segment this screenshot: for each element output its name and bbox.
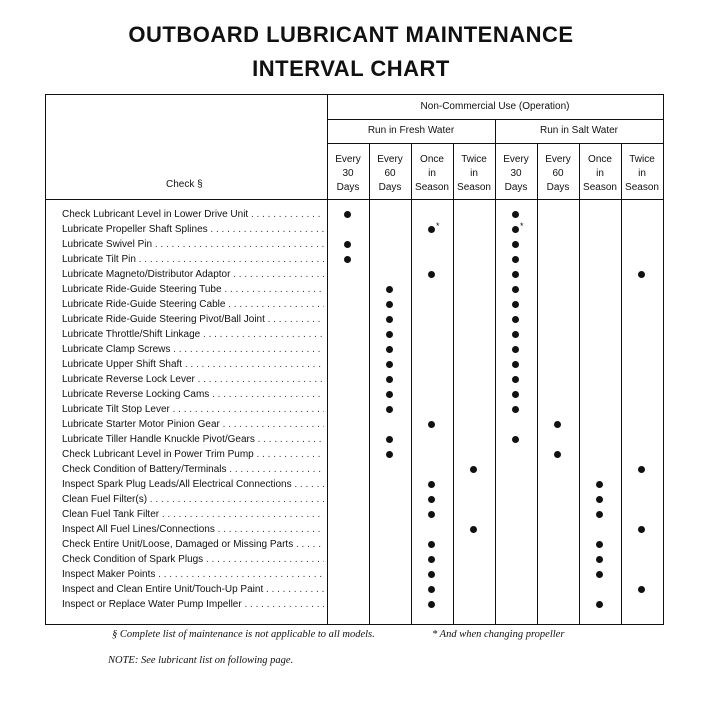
- interval-mark-dot: [512, 256, 519, 263]
- column-header-line: Days: [546, 182, 570, 193]
- row-label-text: Lubricate Ride-Guide Steering Tube: [62, 284, 222, 295]
- column-header-line: Twice: [629, 154, 655, 165]
- interval-mark-dot: [512, 286, 519, 293]
- column-header-line: Every: [377, 154, 403, 165]
- header-salt-water: Run in Salt Water: [540, 125, 618, 136]
- header-check: Check §: [166, 179, 203, 190]
- row-label-text: Lubricate Ride-Guide Steering Cable: [62, 299, 226, 310]
- interval-mark-dot: [554, 451, 561, 458]
- table-row: [46, 222, 663, 237]
- row-label: [62, 327, 324, 342]
- interval-mark-dot: [470, 526, 477, 533]
- table-row: [46, 342, 663, 357]
- column-header-line: Every: [335, 154, 361, 165]
- table-row: [46, 357, 663, 372]
- row-label: [62, 447, 324, 462]
- row-label: [62, 537, 324, 552]
- table-row: [46, 237, 663, 252]
- row-label: [62, 312, 324, 327]
- column-header-line: 60: [384, 168, 396, 179]
- row-label-text: Lubricate Tilt Stop Lever: [62, 404, 170, 415]
- column-header-line: Season: [583, 182, 617, 193]
- interval-mark-dot: [596, 481, 603, 488]
- table-row: [46, 492, 663, 507]
- interval-mark-dot: [428, 571, 435, 578]
- interval-mark-dot: [596, 601, 603, 608]
- column-header: [537, 153, 579, 195]
- table-row: [46, 552, 663, 567]
- table-row: [46, 522, 663, 537]
- column-header: [411, 153, 453, 195]
- asterisk-mark: *: [520, 221, 524, 231]
- column-header: [621, 153, 663, 195]
- row-label-text: Inspect or Replace Water Pump Impeller: [62, 599, 242, 610]
- row-label-text: Check Condition of Spark Plugs: [62, 554, 204, 565]
- row-label: [62, 222, 324, 237]
- interval-mark-dot: [512, 391, 519, 398]
- table-row: [46, 507, 663, 522]
- row-label-text: Lubricate Tilt Pin: [62, 254, 136, 265]
- interval-mark-dot: [596, 556, 603, 563]
- interval-mark-dot: [512, 271, 519, 278]
- interval-mark-dot: [386, 391, 393, 398]
- row-label-text: Clean Fuel Tank Filter: [62, 509, 160, 520]
- interval-mark-dot: [596, 541, 603, 548]
- interval-mark-dot: [344, 256, 351, 263]
- table-row: [46, 567, 663, 582]
- row-label: [62, 492, 324, 507]
- row-label-text: Check Lubricant Level in Power Trim Pump: [62, 449, 254, 460]
- row-label-text: Inspect and Clean Entire Unit/Touch-Up Paint: [62, 584, 264, 595]
- row-label: [62, 252, 324, 267]
- row-label: [62, 402, 324, 417]
- column-header: [495, 153, 537, 195]
- interval-mark-dot: [386, 451, 393, 458]
- row-label-text: Lubricate Magneto/Distributor Adaptor: [62, 269, 231, 280]
- row-label-text: Check Entire Unit/Loose, Damaged or Missing Parts: [62, 539, 294, 550]
- note-lubricant-list: NOTE: See lubricant list on following page.: [108, 655, 294, 666]
- table-row: [46, 477, 663, 492]
- page-title: OUTBOARD LUBRICANT MAINTENANCE: [128, 22, 574, 47]
- row-label-text: Lubricate Clamp Screws: [62, 344, 171, 355]
- table-row: [46, 372, 663, 387]
- table-row: [46, 582, 663, 597]
- column-header-line: Every: [545, 154, 571, 165]
- interval-chart-table: [45, 94, 664, 625]
- interval-mark-dot: [596, 511, 603, 518]
- asterisk-mark: *: [436, 221, 440, 231]
- interval-mark-dot: [386, 301, 393, 308]
- interval-mark-dot: [638, 586, 645, 593]
- row-label: [62, 432, 324, 447]
- table-row: [46, 252, 663, 267]
- column-header-line: Season: [457, 182, 491, 193]
- interval-mark-dot: [386, 376, 393, 383]
- row-label: [62, 552, 324, 567]
- column-header-line: 60: [552, 168, 564, 179]
- interval-mark-dot: [428, 496, 435, 503]
- row-label-text: Lubricate Reverse Lock Lever: [62, 374, 195, 385]
- interval-mark-dot: [512, 406, 519, 413]
- row-label: [62, 462, 324, 477]
- interval-mark-dot: [512, 361, 519, 368]
- row-label: [62, 267, 324, 282]
- page-subtitle: INTERVAL CHART: [252, 56, 450, 81]
- header-fresh-water: Run in Fresh Water: [367, 125, 455, 136]
- interval-mark-dot: [386, 346, 393, 353]
- row-label: [62, 477, 324, 492]
- column-header-line: in: [596, 168, 604, 179]
- table-row: [46, 402, 663, 417]
- table-row: [46, 312, 663, 327]
- interval-mark-dot: [428, 421, 435, 428]
- column-header-line: Once: [420, 154, 444, 165]
- interval-mark-dot: [344, 211, 351, 218]
- interval-mark-dot: [638, 526, 645, 533]
- column-header: [369, 153, 411, 195]
- interval-mark-dot: [596, 571, 603, 578]
- interval-mark-dot: [428, 541, 435, 548]
- row-label: [62, 387, 324, 402]
- table-row: [46, 432, 663, 447]
- column-header: [579, 153, 621, 195]
- interval-mark-dot: [596, 496, 603, 503]
- interval-mark-dot: [554, 421, 561, 428]
- row-label: [62, 297, 324, 312]
- table-row: [46, 597, 663, 612]
- row-label-text: Lubricate Tiller Handle Knuckle Pivot/Gears: [62, 434, 255, 445]
- table-row: [46, 207, 663, 222]
- column-header-line: Every: [503, 154, 529, 165]
- interval-mark-dot: [386, 361, 393, 368]
- table-row: [46, 267, 663, 282]
- row-label-text: Inspect All Fuel Lines/Connections: [62, 524, 215, 535]
- column-header-line: Days: [378, 182, 402, 193]
- row-label: [62, 597, 324, 612]
- footnote-section: § Complete list of maintenance is not applicable to all models.: [112, 629, 375, 640]
- column-header: [327, 153, 369, 195]
- column-header-line: in: [638, 168, 646, 179]
- header-bottom-divider: [46, 199, 663, 200]
- column-header-line: Days: [504, 182, 528, 193]
- row-label-text: Lubricate Upper Shift Shaft: [62, 359, 183, 370]
- row-label: [62, 372, 324, 387]
- row-label: [62, 282, 324, 297]
- interval-mark-dot: [512, 226, 519, 233]
- interval-mark-dot: [428, 601, 435, 608]
- table-row: [46, 297, 663, 312]
- table-row: [46, 537, 663, 552]
- interval-mark-dot: [638, 466, 645, 473]
- row-label-text: Lubricate Propeller Shaft Splines: [62, 224, 208, 235]
- row-label: [62, 522, 324, 537]
- interval-mark-dot: [512, 376, 519, 383]
- column-header: [453, 153, 495, 195]
- row-label: [62, 237, 324, 252]
- interval-mark-dot: [428, 511, 435, 518]
- table-row: [46, 462, 663, 477]
- table-row: [46, 447, 663, 462]
- table-row: [46, 417, 663, 432]
- column-header-line: 30: [342, 168, 354, 179]
- row-label-text: Check Condition of Battery/Terminals: [62, 464, 227, 475]
- table-row: [46, 327, 663, 342]
- interval-mark-dot: [512, 331, 519, 338]
- interval-mark-dot: [428, 586, 435, 593]
- table-row: [46, 387, 663, 402]
- interval-mark-dot: [386, 286, 393, 293]
- interval-mark-dot: [512, 211, 519, 218]
- column-header-line: in: [470, 168, 478, 179]
- header-non-commercial: Non-Commercial Use (Operation): [420, 101, 570, 112]
- row-label-text: Lubricate Starter Motor Pinion Gear: [62, 419, 220, 430]
- interval-mark-dot: [428, 226, 435, 233]
- row-label-text: Lubricate Throttle/Shift Linkage: [62, 329, 201, 340]
- column-header-line: 30: [510, 168, 522, 179]
- interval-mark-dot: [428, 271, 435, 278]
- interval-mark-dot: [386, 436, 393, 443]
- row-label: [62, 582, 324, 597]
- row-label: [62, 357, 324, 372]
- column-header-line: in: [428, 168, 436, 179]
- interval-mark-dot: [638, 271, 645, 278]
- row-label-text: Check Lubricant Level in Lower Drive Unit: [62, 209, 249, 220]
- row-label-text: Lubricate Ride-Guide Steering Pivot/Ball Joint: [62, 314, 265, 325]
- column-header-line: Season: [415, 182, 449, 193]
- row-label-text: Clean Fuel Filter(s): [62, 494, 148, 505]
- table-row: [46, 282, 663, 297]
- interval-mark-dot: [344, 241, 351, 248]
- interval-mark-dot: [386, 316, 393, 323]
- row-label: [62, 342, 324, 357]
- row-label: [62, 207, 324, 222]
- interval-mark-dot: [428, 481, 435, 488]
- row-label-text: Lubricate Swivel Pin: [62, 239, 153, 250]
- interval-mark-dot: [386, 406, 393, 413]
- footnote-asterisk: * And when changing propeller: [432, 629, 565, 640]
- interval-mark-dot: [512, 436, 519, 443]
- column-header-line: Days: [336, 182, 360, 193]
- interval-mark-dot: [428, 556, 435, 563]
- row-label: [62, 507, 324, 522]
- interval-mark-dot: [386, 331, 393, 338]
- interval-mark-dot: [470, 466, 477, 473]
- row-label: [62, 567, 324, 582]
- interval-mark-dot: [512, 316, 519, 323]
- row-label-text: Lubricate Reverse Locking Cams: [62, 389, 210, 400]
- column-header-line: Once: [588, 154, 612, 165]
- interval-mark-dot: [512, 301, 519, 308]
- column-header-line: Season: [625, 182, 659, 193]
- row-label: [62, 417, 324, 432]
- interval-mark-dot: [512, 346, 519, 353]
- column-header-line: Twice: [461, 154, 487, 165]
- row-label-text: Inspect Maker Points: [62, 569, 156, 580]
- interval-mark-dot: [512, 241, 519, 248]
- row-label-text: Inspect Spark Plug Leads/All Electrical Connections: [62, 479, 292, 490]
